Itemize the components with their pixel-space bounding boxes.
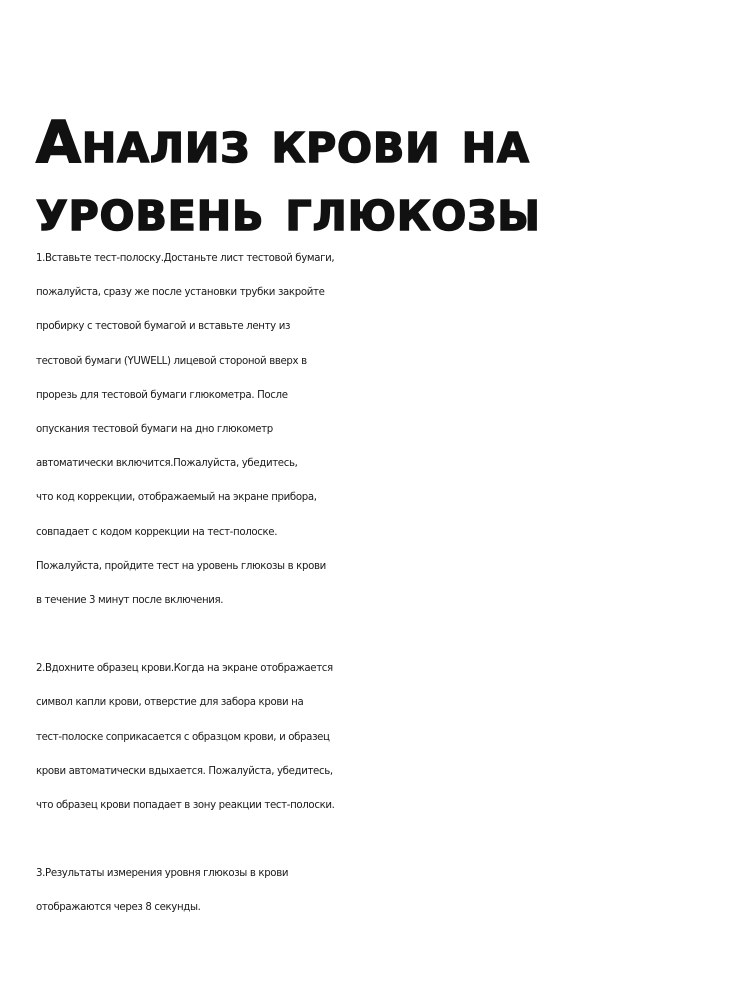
step-2-paragraph xyxy=(36,652,750,823)
text-line: пробирку с тестовой бумагой и вставьте ленту из xyxy=(36,321,291,333)
page-title xyxy=(36,108,541,244)
text-line: прорезь для тестовой бумаги глюкометра. После xyxy=(36,389,288,401)
text-line: крови автоматически вдыхается. Пожалуйста, убедитесь, xyxy=(36,765,333,777)
text-line: Пожалуйста, пройдите тест на уровень глюкозы в крови xyxy=(36,560,326,572)
text-line: символ капли крови, отверстие для забора крови на xyxy=(36,697,304,709)
text-line: в течение 3 минут после включения. xyxy=(36,595,224,607)
text-line: тест-полоске соприкасается с образцом крови, и образец xyxy=(36,731,330,743)
text-line: что код коррекции, отображаемый на экране прибора, xyxy=(36,492,317,504)
instruction-body xyxy=(36,242,750,960)
step-3-paragraph xyxy=(36,857,750,925)
text-line: 2.Вдохните образец крови.Когда на экране отображается xyxy=(36,663,333,675)
text-line: 3.Результаты измерения уровня глюкозы в крови xyxy=(36,868,289,880)
text-line: опускания тестовой бумаги на дно глюкометр xyxy=(36,424,273,436)
title-line-2: уровень глюкозы xyxy=(36,176,541,244)
step-1-paragraph xyxy=(36,242,750,618)
title-line-1: Анализ крови на xyxy=(36,108,530,176)
text-line: 1.Вставьте тест-полоску.Достаньте лист тестовой бумаги, xyxy=(36,253,335,264)
text-line: пожалуйста, сразу же после установки трубки закройте xyxy=(36,287,325,299)
text-line: отображаются через 8 секунды. xyxy=(36,902,201,914)
text-line: автоматически включится.Пожалуйста, убедитесь, xyxy=(36,458,298,470)
text-line: что образец крови попадает в зону реакции тест-полоски. xyxy=(36,800,335,812)
text-line: совпадает с кодом коррекции на тест-полоске. xyxy=(36,526,278,538)
text-line: тестовой бумаги (YUWELL) лицевой стороной вверх в xyxy=(36,355,307,367)
